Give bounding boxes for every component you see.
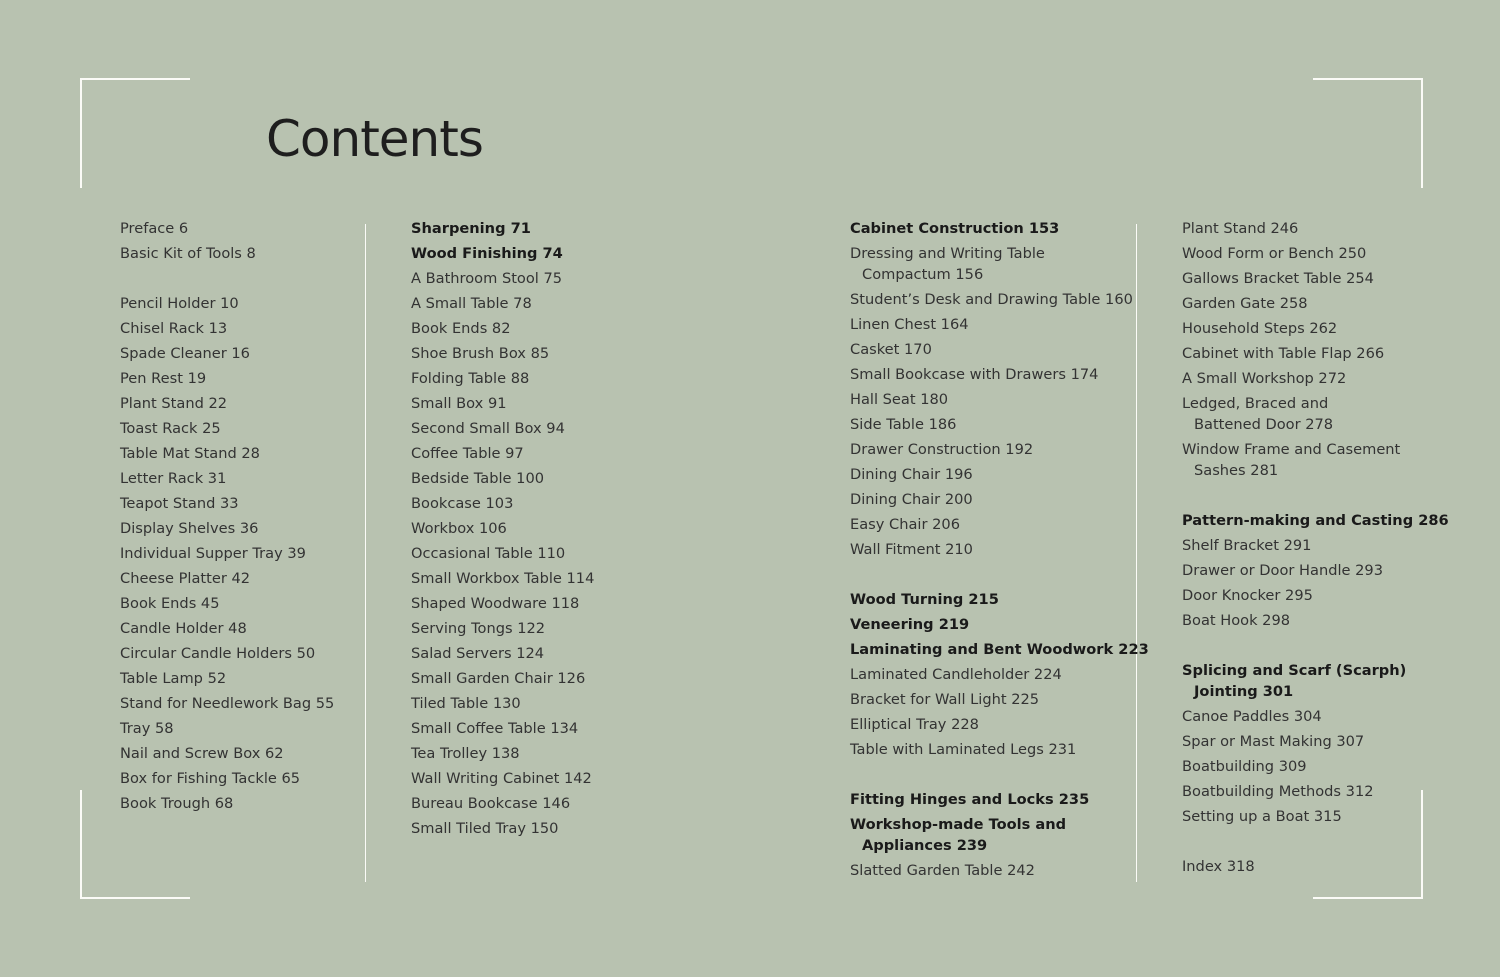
toc-entry bbox=[850, 339, 1149, 360]
toc-entry-text: Laminating and Bent Woodwork 223 bbox=[850, 641, 1149, 658]
toc-section-heading bbox=[850, 218, 1149, 239]
toc-entry bbox=[850, 664, 1149, 685]
toc-entry-text: Wood Form or Bench 250 bbox=[1182, 245, 1367, 262]
toc-entry-text: Workshop-made Tools and bbox=[850, 816, 1067, 833]
toc-entry bbox=[1182, 368, 1449, 389]
toc-entry bbox=[1182, 610, 1449, 631]
toc-entry bbox=[850, 739, 1149, 760]
toc-entry-text: Setting up a Boat 315 bbox=[1182, 808, 1342, 825]
toc-entry-text: Boatbuilding 309 bbox=[1182, 758, 1307, 775]
toc-entry-continuation: Battened Door 278 bbox=[1194, 416, 1334, 433]
toc-entry bbox=[411, 343, 594, 364]
toc-entry-text: Salad Servers 124 bbox=[411, 645, 545, 662]
toc-entry bbox=[411, 743, 594, 764]
toc-entry-text: Bookcase 103 bbox=[411, 495, 514, 512]
section-gap bbox=[1182, 635, 1449, 660]
toc-entry bbox=[411, 643, 594, 664]
toc-entry bbox=[850, 364, 1149, 385]
toc-entry-text: Shelf Bracket 291 bbox=[1182, 537, 1312, 554]
toc-entry bbox=[411, 618, 594, 639]
toc-entry bbox=[411, 518, 594, 539]
toc-entry bbox=[1182, 393, 1449, 435]
toc-entry bbox=[411, 318, 594, 339]
toc-entry bbox=[1182, 535, 1449, 556]
toc-entry-text: Cabinet Construction 153 bbox=[850, 220, 1060, 237]
toc-entry-text: Tray 58 bbox=[120, 720, 174, 737]
toc-entry-text: Hall Seat 180 bbox=[850, 391, 949, 408]
toc-entry-text: Ledged, Braced and bbox=[1182, 395, 1329, 412]
toc-entry-text: Drawer Construction 192 bbox=[850, 441, 1034, 458]
toc-entry bbox=[120, 743, 334, 764]
toc-section-heading bbox=[1182, 660, 1449, 702]
toc-section-heading bbox=[850, 589, 1149, 610]
toc-entry-text: Dining Chair 200 bbox=[850, 491, 973, 508]
toc-entry bbox=[850, 289, 1149, 310]
toc-entry-text: Book Trough 68 bbox=[120, 795, 234, 812]
toc-entry bbox=[850, 389, 1149, 410]
toc-entry bbox=[1182, 218, 1449, 239]
toc-section-heading bbox=[411, 243, 594, 264]
section-gap bbox=[850, 564, 1149, 589]
toc-entry-text: Linen Chest 164 bbox=[850, 316, 969, 333]
toc-entry bbox=[120, 293, 334, 314]
toc-entry bbox=[411, 368, 594, 389]
toc-entry bbox=[1182, 756, 1449, 777]
toc-entry-text: Bedside Table 100 bbox=[411, 470, 545, 487]
toc-entry-text: Side Table 186 bbox=[850, 416, 957, 433]
column-divider-left bbox=[365, 224, 366, 882]
toc-entry-text: Wall Fitment 210 bbox=[850, 541, 973, 558]
section-gap bbox=[850, 764, 1149, 789]
toc-column-3 bbox=[850, 218, 1149, 885]
toc-column-1 bbox=[120, 218, 334, 818]
toc-entry-text: Shoe Brush Box 85 bbox=[411, 345, 550, 362]
toc-entry-text: Workbox 106 bbox=[411, 520, 507, 537]
toc-entry bbox=[850, 539, 1149, 560]
section-gap bbox=[1182, 831, 1449, 856]
toc-entry-text: Index 318 bbox=[1182, 858, 1255, 875]
toc-entry-text: Small Box 91 bbox=[411, 395, 507, 412]
toc-entry bbox=[1182, 343, 1449, 364]
toc-entry-text: Coffee Table 97 bbox=[411, 445, 524, 462]
toc-entry-text: Folding Table 88 bbox=[411, 370, 530, 387]
toc-entry bbox=[850, 314, 1149, 335]
toc-section-heading bbox=[850, 789, 1149, 810]
toc-entry bbox=[1182, 243, 1449, 264]
toc-entry-text: Small Bookcase with Drawers 174 bbox=[850, 366, 1099, 383]
toc-entry-text: Pen Rest 19 bbox=[120, 370, 207, 387]
toc-entry bbox=[120, 393, 334, 414]
toc-entry bbox=[120, 468, 334, 489]
toc-entry-text: Tiled Table 130 bbox=[411, 695, 521, 712]
toc-entry-text: Plant Stand 246 bbox=[1182, 220, 1299, 237]
toc-entry-text: Toast Rack 25 bbox=[120, 420, 221, 437]
toc-entry-text: Pattern-making and Casting 286 bbox=[1182, 512, 1449, 529]
toc-entry-text: Household Steps 262 bbox=[1182, 320, 1338, 337]
toc-entry-text: Gallows Bracket Table 254 bbox=[1182, 270, 1374, 287]
toc-entry bbox=[120, 543, 334, 564]
toc-entry-text: Wood Finishing 74 bbox=[411, 245, 563, 262]
toc-entry bbox=[1182, 268, 1449, 289]
toc-entry bbox=[850, 860, 1149, 881]
toc-entry-text: Canoe Paddles 304 bbox=[1182, 708, 1322, 725]
toc-entry-text: Small Workbox Table 114 bbox=[411, 570, 595, 587]
toc-entry-text: Wood Turning 215 bbox=[850, 591, 999, 608]
toc-section-heading bbox=[1182, 510, 1449, 531]
toc-entry-text: Table Mat Stand 28 bbox=[120, 445, 260, 462]
toc-entry bbox=[1182, 781, 1449, 802]
toc-entry bbox=[411, 418, 594, 439]
frame-corner-top-right bbox=[1313, 78, 1423, 188]
toc-entry bbox=[120, 518, 334, 539]
toc-entry-text: Table with Laminated Legs 231 bbox=[850, 741, 1077, 758]
toc-entry bbox=[850, 464, 1149, 485]
toc-entry-text: Serving Tongs 122 bbox=[411, 620, 546, 637]
toc-entry bbox=[120, 318, 334, 339]
toc-entry-text: Individual Supper Tray 39 bbox=[120, 545, 306, 562]
toc-entry bbox=[1182, 706, 1449, 727]
toc-entry bbox=[120, 343, 334, 364]
toc-entry-text: Easy Chair 206 bbox=[850, 516, 960, 533]
toc-entry-continuation: Appliances 239 bbox=[862, 837, 988, 854]
toc-entry-text: Sharpening 71 bbox=[411, 220, 531, 237]
toc-column-4 bbox=[1182, 218, 1449, 881]
toc-entry bbox=[411, 568, 594, 589]
toc-entry-text: Stand for Needlework Bag 55 bbox=[120, 695, 335, 712]
toc-entry-text: A Bathroom Stool 75 bbox=[411, 270, 563, 287]
toc-entry-continuation: Sashes 281 bbox=[1194, 462, 1279, 479]
toc-entry bbox=[1182, 856, 1449, 877]
toc-entry-text: Wall Writing Cabinet 142 bbox=[411, 770, 592, 787]
toc-entry-text: Nail and Screw Box 62 bbox=[120, 745, 284, 762]
toc-entry-text: Small Garden Chair 126 bbox=[411, 670, 586, 687]
toc-entry-text: Small Tiled Tray 150 bbox=[411, 820, 559, 837]
toc-entry-text: Second Small Box 94 bbox=[411, 420, 565, 437]
toc-entry-text: Door Knocker 295 bbox=[1182, 587, 1313, 604]
toc-entry-text: Fitting Hinges and Locks 235 bbox=[850, 791, 1090, 808]
toc-entry bbox=[411, 468, 594, 489]
toc-entry-text: Student’s Desk and Drawing Table 160 bbox=[850, 291, 1133, 308]
toc-entry-text: Laminated Candleholder 224 bbox=[850, 666, 1062, 683]
toc-entry-text: Cheese Platter 42 bbox=[120, 570, 251, 587]
toc-entry-text: Shaped Woodware 118 bbox=[411, 595, 580, 612]
toc-entry-text: Circular Candle Holders 50 bbox=[120, 645, 316, 662]
toc-entry bbox=[120, 368, 334, 389]
toc-entry bbox=[411, 443, 594, 464]
toc-entry-text: Window Frame and Casement bbox=[1182, 441, 1401, 458]
toc-entry bbox=[411, 668, 594, 689]
toc-entry bbox=[120, 568, 334, 589]
toc-entry bbox=[850, 414, 1149, 435]
toc-entry-text: Small Coffee Table 134 bbox=[411, 720, 579, 737]
toc-entry bbox=[850, 714, 1149, 735]
toc-entry bbox=[411, 268, 594, 289]
toc-entry bbox=[120, 493, 334, 514]
toc-entry-text: Garden Gate 258 bbox=[1182, 295, 1308, 312]
toc-entry bbox=[120, 593, 334, 614]
toc-entry-text: Teapot Stand 33 bbox=[120, 495, 239, 512]
toc-entry-text: Boatbuilding Methods 312 bbox=[1182, 783, 1374, 800]
toc-entry-text: Basic Kit of Tools 8 bbox=[120, 245, 256, 262]
toc-entry bbox=[411, 393, 594, 414]
toc-entry-text: Plant Stand 22 bbox=[120, 395, 228, 412]
toc-entry bbox=[850, 439, 1149, 460]
toc-entry bbox=[120, 793, 334, 814]
toc-section-heading bbox=[411, 218, 594, 239]
toc-entry bbox=[1182, 439, 1449, 481]
toc-entry bbox=[120, 418, 334, 439]
toc-entry bbox=[850, 689, 1149, 710]
toc-entry-text: Book Ends 82 bbox=[411, 320, 511, 337]
toc-entry bbox=[120, 443, 334, 464]
toc-entry bbox=[411, 493, 594, 514]
toc-entry bbox=[1182, 731, 1449, 752]
toc-entry bbox=[1182, 293, 1449, 314]
toc-entry bbox=[850, 514, 1149, 535]
toc-entry bbox=[411, 543, 594, 564]
toc-entry bbox=[850, 489, 1149, 510]
toc-entry-text: Chisel Rack 13 bbox=[120, 320, 228, 337]
toc-entry bbox=[120, 768, 334, 789]
toc-entry bbox=[1182, 560, 1449, 581]
toc-entry bbox=[411, 293, 594, 314]
toc-entry bbox=[120, 243, 334, 264]
toc-entry-continuation: Jointing 301 bbox=[1194, 683, 1294, 700]
toc-entry-text: Preface 6 bbox=[120, 220, 189, 237]
toc-entry bbox=[120, 693, 334, 714]
toc-section-heading bbox=[850, 614, 1149, 635]
toc-entry bbox=[120, 668, 334, 689]
toc-entry bbox=[411, 718, 594, 739]
toc-entry-text: Dining Chair 196 bbox=[850, 466, 973, 483]
toc-entry-text: Table Lamp 52 bbox=[120, 670, 227, 687]
toc-entry bbox=[1182, 806, 1449, 827]
toc-entry bbox=[411, 818, 594, 839]
toc-entry-text: Veneering 219 bbox=[850, 616, 970, 633]
toc-entry-text: Letter Rack 31 bbox=[120, 470, 227, 487]
toc-entry-text: Bureau Bookcase 146 bbox=[411, 795, 571, 812]
toc-entry-text: A Small Workshop 272 bbox=[1182, 370, 1347, 387]
toc-entry-text: Splicing and Scarf (Scarph) bbox=[1182, 662, 1407, 679]
toc-section-heading bbox=[850, 639, 1149, 660]
toc-entry-text: Box for Fishing Tackle 65 bbox=[120, 770, 301, 787]
toc-entry bbox=[120, 643, 334, 664]
toc-entry-text: Candle Holder 48 bbox=[120, 620, 247, 637]
toc-entry-text: Tea Trolley 138 bbox=[411, 745, 520, 762]
toc-entry-text: Pencil Holder 10 bbox=[120, 295, 239, 312]
toc-section-heading bbox=[850, 814, 1149, 856]
toc-entry bbox=[411, 768, 594, 789]
toc-entry-continuation: Compactum 156 bbox=[862, 266, 984, 283]
toc-entry-text: Casket 170 bbox=[850, 341, 932, 358]
toc-entry-text: Elliptical Tray 228 bbox=[850, 716, 979, 733]
toc-entry-text: Dressing and Writing Table bbox=[850, 245, 1045, 262]
toc-entry-text: Boat Hook 298 bbox=[1182, 612, 1291, 629]
toc-entry-text: Display Shelves 36 bbox=[120, 520, 259, 537]
section-gap bbox=[1182, 485, 1449, 510]
toc-entry-text: Drawer or Door Handle 293 bbox=[1182, 562, 1383, 579]
toc-entry bbox=[120, 718, 334, 739]
frame-corner-top-left bbox=[80, 78, 190, 188]
toc-entry bbox=[411, 593, 594, 614]
toc-entry bbox=[1182, 585, 1449, 606]
toc-entry-text: Bracket for Wall Light 225 bbox=[850, 691, 1040, 708]
toc-entry-text: A Small Table 78 bbox=[411, 295, 532, 312]
toc-column-2 bbox=[411, 218, 594, 843]
page-title: Contents bbox=[266, 110, 483, 168]
toc-entry-text: Book Ends 45 bbox=[120, 595, 220, 612]
toc-entry bbox=[120, 618, 334, 639]
toc-entry-text: Cabinet with Table Flap 266 bbox=[1182, 345, 1385, 362]
toc-entry-text: Spade Cleaner 16 bbox=[120, 345, 250, 362]
toc-entry bbox=[411, 793, 594, 814]
toc-entry bbox=[411, 693, 594, 714]
toc-entry-text: Spar or Mast Making 307 bbox=[1182, 733, 1365, 750]
section-gap bbox=[120, 268, 334, 293]
toc-entry-text: Occasional Table 110 bbox=[411, 545, 566, 562]
toc-entry bbox=[1182, 318, 1449, 339]
toc-entry bbox=[850, 243, 1149, 285]
toc-entry bbox=[120, 218, 334, 239]
toc-entry-text: Slatted Garden Table 242 bbox=[850, 862, 1035, 879]
